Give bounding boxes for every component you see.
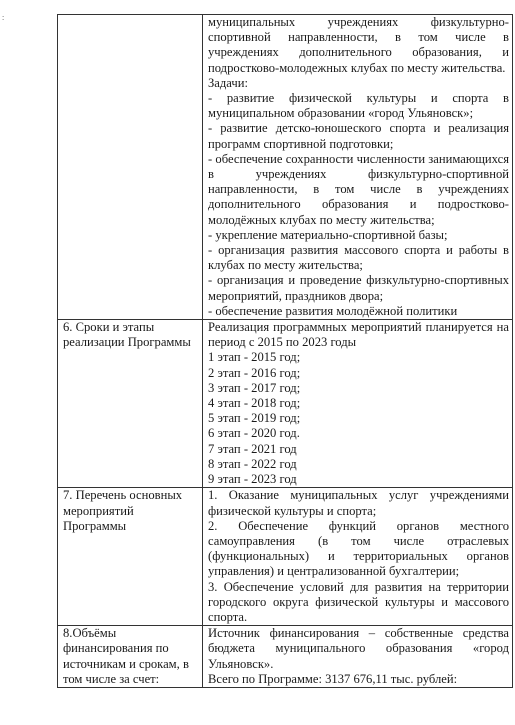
activity-item: 3. Обеспечение условий для развития на территории городского округа физической культуры и массового спорта. — [208, 579, 509, 624]
task-item: - обеспечение сохранности численности занимающихся в учреждениях физкультурно-спортивной направленности, в том числе в учреждениях дополнительного образования и подростково-молодёжных клубах по месту жительства; — [208, 151, 509, 227]
table-row-continuation — [58, 15, 513, 320]
table-row-financing — [58, 626, 513, 688]
stage-item: 8 этап - 2022 год — [208, 456, 297, 471]
goal-continuation-text: муниципальных учреждениях физкультурно-спортивной направленности, в том числе в учреждениях дополнительного образования, и подростково-молодежных клубах по месту жительства. — [208, 15, 509, 75]
financing-total: Всего по Программе: 3137 676,11 тыс. рублей: — [208, 671, 458, 686]
row-label-activities: 7. Перечень основных мероприятий Программы — [58, 488, 203, 626]
task-item: - организация развития массового спорта и работы в клубах по месту жительства; — [208, 243, 509, 273]
activity-item: 2. Обеспечение функций органов местного самоуправления (в том числе отраслевых (функциональных) и территориальных органов управления) и централизованной бухгалтерии; — [208, 518, 509, 579]
program-passport-table — [57, 14, 513, 688]
stage-item: 1 этап - 2015 год; — [208, 350, 301, 365]
row-label-financing: 8.Объёмы финансирования по источникам и срокам, в том числе за счет: — [58, 626, 203, 688]
stage-item: 9 этап - 2023 год — [208, 472, 297, 487]
stage-item: 7 этап - 2021 год — [208, 441, 297, 456]
stage-item: 5 этап - 2019 год; — [208, 411, 301, 426]
stage-item: 4 этап - 2018 год; — [208, 396, 301, 411]
row-content-financing — [203, 626, 513, 688]
financing-source: Источник финансирования – собственные средства бюджета муниципального образования «город Ульяновск». — [208, 626, 509, 671]
row-label-timeline: 6. Сроки и этапы реализации Программы — [58, 320, 203, 488]
margin-mark: : — [2, 13, 5, 22]
row-content-timeline — [203, 320, 513, 488]
tasks-title: Задачи: — [208, 75, 248, 90]
stage-item: 6 этап - 2020 год. — [208, 426, 300, 441]
stage-item: 3 этап - 2017 год; — [208, 380, 301, 395]
activity-item: 1. Оказание муниципальных услуг учреждениями физической культуры и спорта; — [208, 488, 509, 518]
task-item: - развитие детско-юношеского спорта и реализация программ спортивной подготовки; — [208, 121, 509, 151]
timeline-intro: Реализация программных мероприятий планируется на период с 2015 по 2023 годы — [208, 320, 509, 350]
task-item: - организация и проведение физкультурно-спортивных мероприятий, праздников двора; — [208, 273, 509, 303]
task-item: - укрепление материально-спортивной базы; — [208, 227, 448, 242]
task-item: - обеспечение развития молодёжной политики — [208, 303, 458, 318]
row-content-goals-tasks — [203, 15, 513, 320]
row-content-activities — [203, 488, 513, 626]
stage-item: 2 этап - 2016 год; — [208, 365, 301, 380]
task-item: - развитие физической культуры и спорта в муниципальном образовании «город Ульяновск»; — [208, 91, 509, 121]
row-label-empty — [58, 15, 203, 320]
table-row-activities — [58, 488, 513, 626]
table-row-timeline — [58, 320, 513, 488]
